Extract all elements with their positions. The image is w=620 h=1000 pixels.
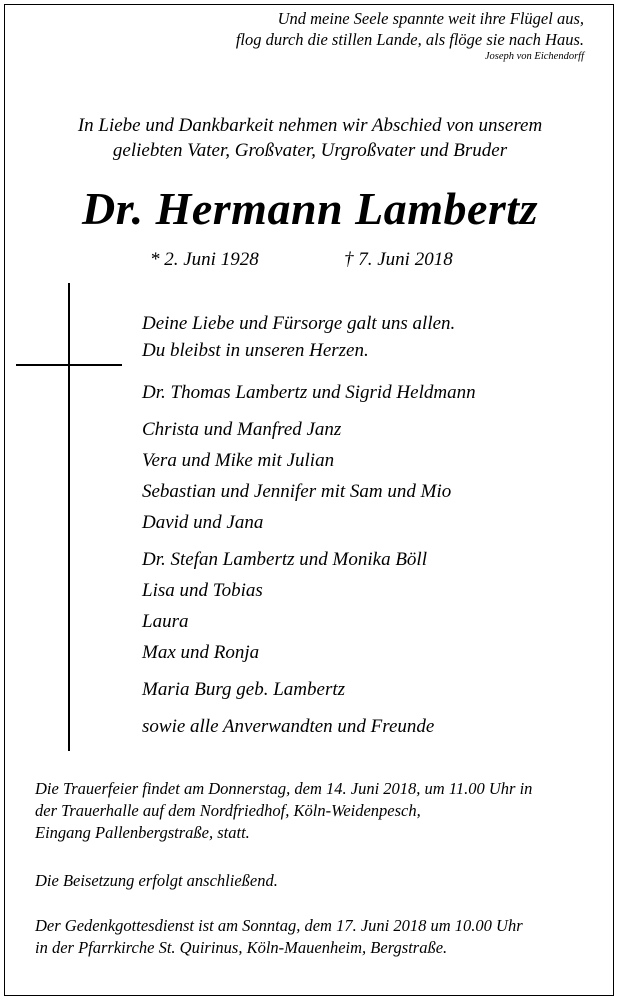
- intro-line: In Liebe und Dankbarkeit nehmen wir Abschied von unserem: [77, 115, 543, 136]
- cross-icon-bar: [16, 364, 122, 366]
- quote-line: Und meine Seele spannte weit ihre Flügel aus,: [277, 9, 584, 28]
- mourner-line: Christa und Manfred Janz: [142, 419, 342, 440]
- quote-line: flog durch die stillen Lande, als flöge sie nach Haus.: [235, 30, 584, 49]
- mourner-line: Maria Burg geb. Lambertz: [142, 679, 346, 700]
- mourner-line: Sebastian und Jennifer mit Sam und Mio: [142, 481, 452, 502]
- deceased-name: Dr. Hermann Lambertz: [81, 183, 538, 234]
- mourner-line: Max und Ronja: [142, 642, 260, 663]
- memorial-info: [35, 915, 610, 959]
- mourner-line: sowie alle Anverwandten und Freunde: [142, 716, 435, 737]
- memorial-line: in der Pfarrkirche St. Quirinus, Köln-Mauenheim, Bergstraße.: [35, 938, 448, 957]
- burial-info: Die Beisetzung erfolgt anschließend.: [35, 871, 278, 890]
- motto-line: Deine Liebe und Fürsorge galt uns allen.: [142, 313, 456, 334]
- ceremony-info: [35, 778, 610, 844]
- motto: [142, 310, 455, 364]
- intro-text: [0, 113, 620, 163]
- mourner-line: Lisa und Tobias: [142, 580, 263, 601]
- ceremony-line: der Trauerhalle auf dem Nordfriedhof, Köln-Weidenpesch,: [35, 801, 421, 820]
- memorial-line: Der Gedenkgottesdienst ist am Sonntag, dem 17. Juni 2018 um 10.00 Uhr: [35, 916, 523, 935]
- mourner-line: Vera und Mike mit Julian: [142, 450, 335, 471]
- birth-date: * 2. Juni 1928: [150, 249, 259, 270]
- mourner-line: Dr. Stefan Lambertz und Monika Böll: [142, 549, 427, 570]
- intro-line: geliebten Vater, Großvater, Urgroßvater und Bruder: [112, 140, 508, 161]
- cross-icon: [68, 283, 70, 751]
- epigraph-quote: [236, 8, 584, 64]
- mourner-line: Laura: [142, 611, 189, 632]
- ceremony-line: Die Trauerfeier findet am Donnerstag, dem 14. Juni 2018, um 11.00 Uhr in: [35, 779, 533, 798]
- ceremony-line: Eingang Pallenbergstraße, statt.: [35, 823, 250, 842]
- quote-author: Joseph von Eichendorff: [484, 51, 584, 62]
- motto-line: Du bleibst in unseren Herzen.: [142, 340, 369, 361]
- mourner-line: Dr. Thomas Lambertz und Sigrid Heldmann: [142, 382, 476, 403]
- mourner-line: David und Jana: [142, 512, 264, 533]
- death-date: † 7. Juni 2018: [344, 249, 453, 270]
- mourners-list: [142, 377, 476, 742]
